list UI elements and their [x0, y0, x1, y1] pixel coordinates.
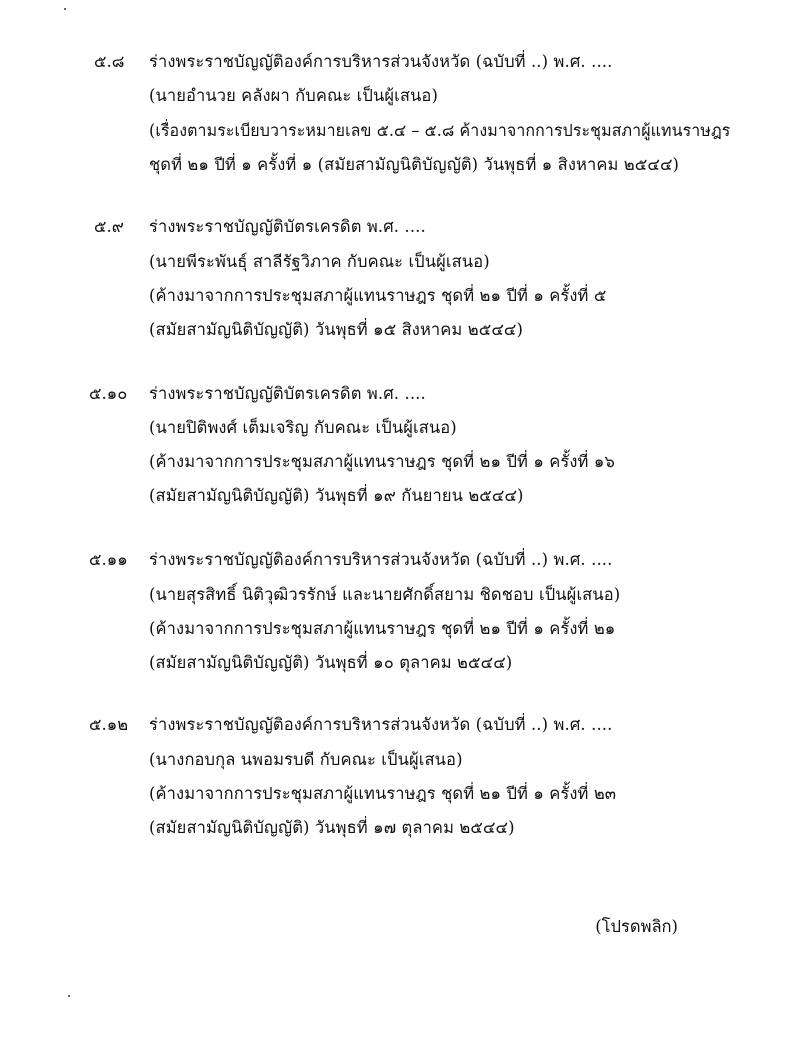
- session-line: (สมัยสามัญนิติบัญญัติ) วันพุธที่ ๑๕ สิงหาคม ๒๕๔๔): [149, 320, 524, 339]
- bill-title: ร่างพระราชบัญญัติองค์การบริหารส่วนจังหวัด (ฉบับที่ ..) พ.ศ. ....: [149, 715, 613, 734]
- status-line: (ค้างมาจากการประชุมสภาผู้แทนราษฎร ชุดที่ ๒๑ ปีที่ ๑ ครั้งที่ ๕: [149, 286, 607, 305]
- scan-speck: [68, 995, 70, 997]
- item-number: ๕.๑๐: [89, 384, 128, 403]
- proposer-line: (นายปิติพงศ์ เต็มเจริญ กับคณะ เป็นผู้เสนอ): [149, 418, 457, 437]
- session-line: (สมัยสามัญนิติบัญญัติ) วันพุธที่ ๑๙ กันยายน ๒๕๔๔): [149, 486, 524, 505]
- bill-title: ร่างพระราชบัญญัติบัตรเครดิต พ.ศ. ....: [149, 384, 426, 403]
- status-line: (ค้างมาจากการประชุมสภาผู้แทนราษฎร ชุดที่ ๒๑ ปีที่ ๑ ครั้งที่ ๒๓: [149, 784, 617, 803]
- item-number: ๕.๘: [94, 52, 125, 71]
- session-line: (สมัยสามัญนิติบัญญัติ) วันพุธที่ ๑๐ ตุลาคม ๒๕๔๔): [149, 653, 513, 672]
- bill-title: ร่างพระราชบัญญัติองค์การบริหารส่วนจังหวัด (ฉบับที่ ..) พ.ศ. ....: [149, 52, 613, 71]
- item-number: ๕.๙: [94, 217, 124, 236]
- scan-speck: [64, 8, 66, 10]
- proposer-line: (นายพีระพันธุ์ สาลีรัฐวิภาค กับคณะ เป็นผู้เสนอ): [149, 252, 490, 271]
- status-line: (ค้างมาจากการประชุมสภาผู้แทนราษฎร ชุดที่ ๒๑ ปีที่ ๑ ครั้งที่ ๒๑: [149, 619, 616, 638]
- status-line: (เรื่องตามระเบียบวาระหมายเลข ๕.๔ – ๕.๘ ค้างมาจากการประชุมสภาผู้แทนราษฎร: [149, 121, 731, 140]
- bill-title: ร่างพระราชบัญญัติองค์การบริหารส่วนจังหวัด (ฉบับที่ ..) พ.ศ. ....: [149, 550, 613, 569]
- please-turn-over-note: (โปรดพลิก): [595, 917, 678, 936]
- session-line: (สมัยสามัญนิติบัญญัติ) วันพุธที่ ๑๗ ตุลาคม ๒๕๔๔): [149, 818, 515, 837]
- session-line: ชุดที่ ๒๑ ปีที่ ๑ ครั้งที่ ๑ (สมัยสามัญนิติบัญญัติ) วันพุธที่ ๑ สิงหาคม ๒๕๔๔): [149, 155, 680, 174]
- item-number: ๕.๑๒: [89, 715, 129, 734]
- proposer-line: (นางกอบกุล นพอมรบดี กับคณะ เป็นผู้เสนอ): [149, 750, 463, 769]
- bill-title: ร่างพระราชบัญญัติบัตรเครดิต พ.ศ. ....: [149, 217, 426, 236]
- proposer-line: (นายอำนวย คลังผา กับคณะ เป็นผู้เสนอ): [149, 86, 438, 105]
- item-number: ๕.๑๑: [89, 550, 128, 569]
- status-line: (ค้างมาจากการประชุมสภาผู้แทนราษฎร ชุดที่ ๒๑ ปีที่ ๑ ครั้งที่ ๑๖: [149, 452, 615, 471]
- proposer-line: (นายสุรสิทธิ์ นิติวุฒิวรรักษ์ และนายศักดิ์สยาม ชิดชอบ เป็นผู้เสนอ): [149, 585, 621, 604]
